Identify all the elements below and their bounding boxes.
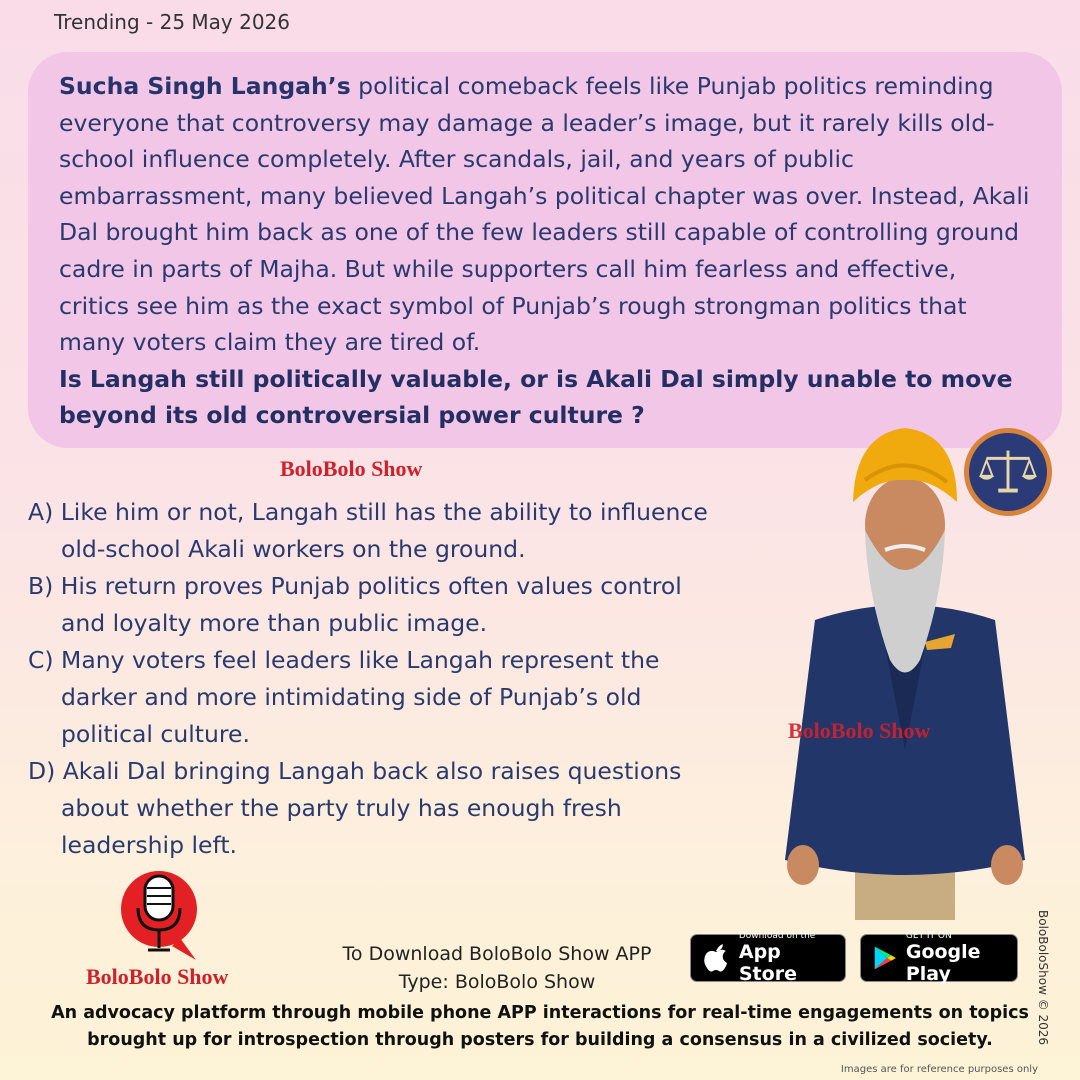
option-a-rest: old-school Akali workers on the ground. (61, 535, 526, 563)
date-label: Trending - 25 May 2026 (54, 10, 291, 34)
poll-option-a[interactable] (28, 494, 788, 568)
app-store-small: Download on the (738, 931, 816, 941)
option-d-rest: about whether the party truly has enough fresh leadership left. (61, 794, 622, 859)
download-line1: To Download BoloBolo Show APP (342, 943, 652, 965)
google-play-badge[interactable] (860, 931, 1018, 985)
copyright-text: BoloBoloShow © 2026 (1036, 910, 1050, 1046)
post-question: Is Langah still politically valuable, or is Akali Dal simply unable to move beyond its old controversial power culture ? (59, 364, 1013, 430)
option-a-line1: A) Like him or not, Langah still has the ability to influence (28, 498, 708, 526)
google-play-small: GET IT ON (905, 931, 952, 941)
option-d-line1: D) Akali Dal bringing Langah back also raises questions (28, 757, 682, 785)
poll-option-d[interactable] (28, 753, 788, 864)
post-bubble (28, 52, 1062, 448)
google-play-icon (873, 944, 896, 972)
poll-option-b[interactable] (28, 568, 788, 642)
brand-logo-text: BoloBolo Show (86, 964, 229, 989)
app-store-badge[interactable] (690, 931, 846, 985)
brand-watermark-portrait: BoloBolo Show (788, 718, 931, 743)
brand-watermark-top: BoloBolo Show (280, 456, 423, 481)
download-instructions (320, 940, 674, 996)
post-text (59, 68, 1032, 361)
option-c-line1: C) Many voters feel leaders like Langah represent the (28, 646, 660, 674)
google-play-big: Google Play (905, 941, 981, 985)
apple-icon (703, 943, 729, 973)
post-name: Sucha Singh Langah’s (59, 72, 351, 100)
footer-line1: An advocacy platform through mobile phone APP interactions for real-time engagements on topics (51, 1003, 1029, 1023)
option-c-rest: darker and more intimidating side of Punjab’s old political culture. (61, 683, 642, 748)
scales-of-justice-icon (964, 428, 1052, 516)
poll-options (28, 494, 788, 864)
poll-option-c[interactable] (28, 642, 788, 753)
footer-tagline (30, 1000, 1050, 1054)
option-b-line1: B) His return proves Punjab politics often values control (28, 572, 682, 600)
post-body: political comeback feels like Punjab politics reminding everyone that controversy may damage a leader’s image, but it rarely kills old-school influence completely. After scandals, jail, and years of public embarrassment, many believed Langah’s political chapter was over. Instead, Akali Dal brought him back as one of the few leaders still capable of controlling ground cadre in parts of Majha. But while supporters call him fearless and effective, critics see him as the exact symbol of Punjab’s rough strongman politics that many voters claim they are tired of. (59, 72, 1030, 357)
app-store-big: App Store (738, 941, 797, 985)
microphone-icon (118, 868, 200, 964)
footer-line2: brought up for introspection through posters for building a consensus in a civilized society. (87, 1030, 993, 1050)
disclaimer-text: Images are for reference purposes only (840, 1064, 1038, 1075)
option-b-rest: and loyalty more than public image. (61, 609, 488, 637)
download-line2: Type: BoloBolo Show (398, 971, 596, 993)
